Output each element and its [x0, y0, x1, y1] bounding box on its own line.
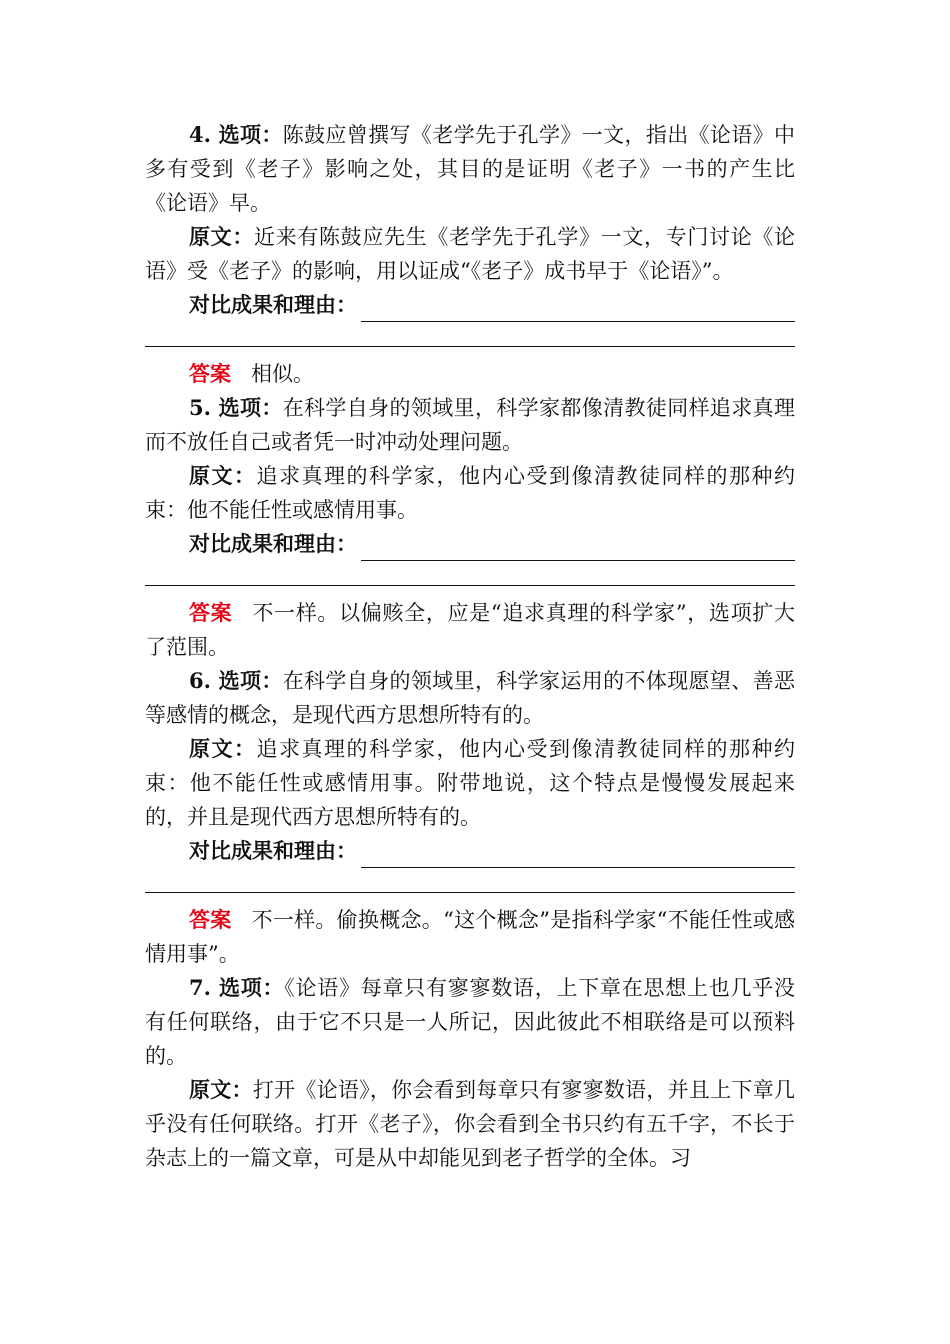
answer-text: 相似。 — [251, 362, 314, 386]
option-label: 6. 选项： — [189, 668, 283, 693]
option-text: 《论语》每章只有寥寥数语，上下章在思想上也几乎没有任何联络，由于它不只是一人所记，因此彼此不相联络是可以预料的。 — [145, 976, 796, 1068]
answer-label: 答案 — [189, 361, 231, 386]
original-label: 原文： — [189, 463, 257, 488]
answer-text: 不一样。以偏赅全，应是“追求真理的科学家”，选项扩大了范围。 — [145, 601, 795, 659]
document-page — [145, 118, 795, 1175]
option-label: 4. 选项： — [189, 122, 283, 147]
option-label: 5. 选项： — [189, 395, 283, 420]
original-label: 原文： — [189, 224, 254, 249]
option-paragraph-7 — [145, 971, 795, 1073]
compare-row-5 — [145, 527, 795, 561]
answer-label: 答案 — [189, 907, 232, 932]
option-text: 在科学自身的领域里，科学家运用的不体现愿望、善恶等感情的概念，是现代西方思想所特有的。 — [145, 669, 796, 727]
original-text: 追求真理的科学家，他内心受到像清教徒同样的那种约束：他不能任性或感情用事。附带地说，这个特点是慢慢发展起来的，并且是现代西方思想所特有的。 — [145, 737, 795, 829]
compare-label: 对比成果和理由： — [189, 531, 357, 556]
answer-blank-line-full[interactable] — [145, 868, 795, 893]
original-text: 近来有陈鼓应先生《老学先于孔学》一文，专门讨论《论语》受《老子》的影响，用以证成“《老子》成书早于《论语》”。 — [145, 225, 795, 283]
original-paragraph-6 — [145, 732, 795, 834]
original-text: 打开《论语》，你会看到每章只有寥寥数语，并且上下章几乎没有任何联络。打开《老子》，你会看到全书只约有五千字，不长于杂志上的一篇文章，可是从中却能见到老子哲学的全体。习 — [145, 1078, 796, 1170]
answer-blank-line[interactable] — [361, 538, 795, 561]
original-text: 追求真理的科学家，他内心受到像清教徒同样的那种约束：他不能任性或感情用事。 — [145, 464, 795, 522]
original-label: 原文： — [189, 1077, 253, 1102]
answer-paragraph-5 — [145, 596, 795, 664]
answer-blank-line-full[interactable] — [145, 322, 795, 347]
answer-label: 答案 — [189, 600, 233, 625]
option-paragraph-5 — [145, 391, 795, 459]
option-text: 在科学自身的领域里，科学家都像清教徒同样追求真理而不放任自己或者凭一时冲动处理问题。 — [145, 396, 796, 454]
answer-text: 不一样。偷换概念。“这个概念”是指科学家“不能任性或感情用事”。 — [145, 908, 795, 966]
compare-row-4 — [145, 288, 795, 322]
option-paragraph-4 — [145, 118, 795, 220]
original-label: 原文： — [189, 736, 257, 761]
answer-blank-line[interactable] — [361, 299, 795, 322]
answer-blank-line-full[interactable] — [145, 561, 795, 586]
compare-label: 对比成果和理由： — [189, 838, 357, 863]
answer-blank-line[interactable] — [361, 845, 795, 868]
option-text: 陈鼓应曾撰写《老学先于孔学》一文，指出《论语》中多有受到《老子》影响之处，其目的是证明《老子》一书的产生比《论语》早。 — [145, 123, 796, 215]
option-paragraph-6 — [145, 664, 795, 732]
compare-label: 对比成果和理由： — [189, 292, 357, 317]
answer-paragraph-6 — [145, 903, 795, 971]
original-paragraph-4 — [145, 220, 795, 288]
original-paragraph-5 — [145, 459, 795, 527]
compare-row-6 — [145, 834, 795, 868]
answer-paragraph-4 — [145, 357, 795, 391]
option-label: 7. 选项： — [189, 975, 285, 1000]
original-paragraph-7 — [145, 1073, 795, 1175]
